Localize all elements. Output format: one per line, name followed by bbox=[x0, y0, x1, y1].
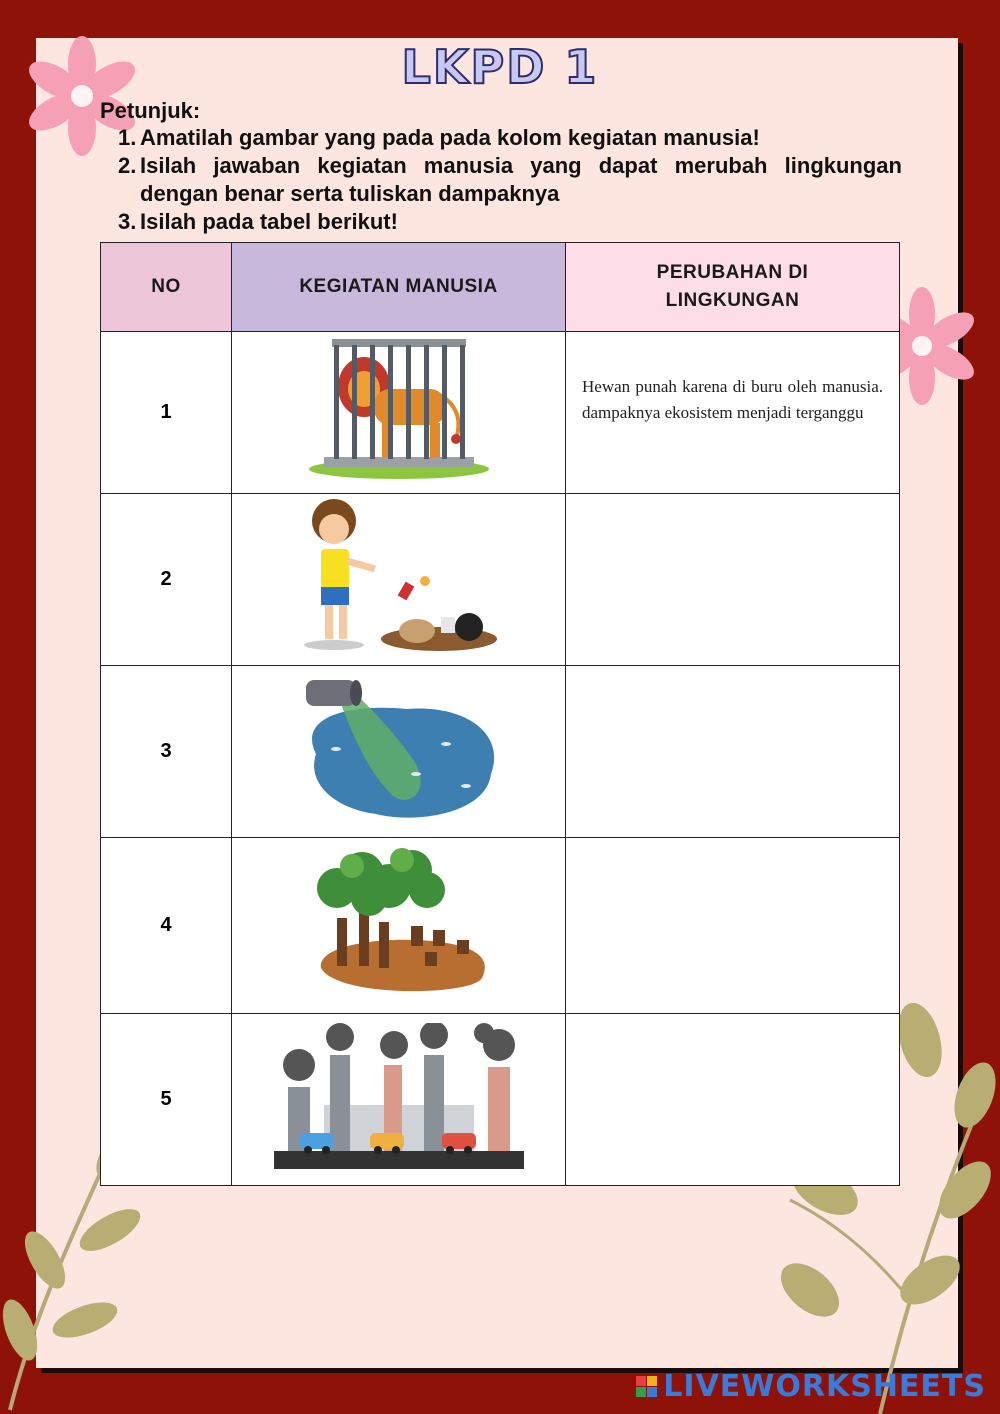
instruction-item bbox=[118, 208, 902, 236]
row-number: 1 bbox=[101, 332, 232, 494]
watermark-text: LIVEWORKSHEETS bbox=[663, 1369, 986, 1404]
instruction-item bbox=[118, 152, 902, 208]
row-number: 5 bbox=[101, 1014, 232, 1186]
header-change-label: PERUBAHAN DI LINGKUNGAN bbox=[656, 262, 809, 311]
instructions-list bbox=[118, 124, 902, 236]
table-header-row bbox=[101, 243, 900, 332]
row-number: 2 bbox=[101, 494, 232, 666]
answer-cell[interactable] bbox=[566, 838, 900, 1014]
answer-cell[interactable] bbox=[566, 494, 900, 666]
activity-picture-cell bbox=[232, 1014, 566, 1186]
instruction-text: Amatilah gambar yang pada pada kolom kegiatan manusia! bbox=[140, 125, 760, 150]
table-row bbox=[101, 666, 900, 838]
instruction-text: Isilah pada tabel berikut! bbox=[140, 209, 398, 234]
answer-cell[interactable] bbox=[566, 1014, 900, 1186]
answer-cell[interactable] bbox=[566, 666, 900, 838]
table-row bbox=[101, 332, 900, 494]
instruction-item bbox=[118, 124, 902, 152]
table-row bbox=[101, 1014, 900, 1186]
instructions-label: Petunjuk: bbox=[100, 98, 201, 123]
row-number: 4 bbox=[101, 838, 232, 1014]
instruction-number: 2. bbox=[118, 153, 137, 178]
header-no: NO bbox=[101, 243, 232, 332]
activity-picture-cell bbox=[232, 666, 566, 838]
instruction-number: 3. bbox=[118, 209, 137, 234]
table-row bbox=[101, 494, 900, 666]
water-pollution-icon bbox=[296, 674, 502, 824]
instruction-text: Isilah jawaban kegiatan manusia yang dapat merubah lingkungan dengan benar serta tuliskan dampaknya bbox=[140, 153, 902, 206]
answer-cell[interactable]: Hewan punah karena di buru oleh manusia. dampaknya ekosistem menjadi terganggu bbox=[566, 332, 900, 494]
page-title: LKPD 1 bbox=[401, 40, 599, 94]
instruction-number: 1. bbox=[118, 125, 137, 150]
caged-lion-icon bbox=[304, 339, 494, 481]
watermark bbox=[636, 1369, 986, 1404]
factory-pollution-icon bbox=[274, 1023, 524, 1171]
activity-picture-cell bbox=[232, 332, 566, 494]
table-row bbox=[101, 838, 900, 1014]
littering-boy-icon bbox=[299, 499, 499, 655]
activity-picture-cell bbox=[232, 494, 566, 666]
activity-picture-cell bbox=[232, 838, 566, 1014]
header-change bbox=[566, 243, 900, 332]
row-number: 3 bbox=[101, 666, 232, 838]
header-activity: KEGIATAN MANUSIA bbox=[232, 243, 566, 332]
liveworksheets-logo-icon bbox=[636, 1376, 657, 1397]
activity-table bbox=[100, 242, 900, 1186]
deforestation-icon bbox=[307, 848, 491, 998]
